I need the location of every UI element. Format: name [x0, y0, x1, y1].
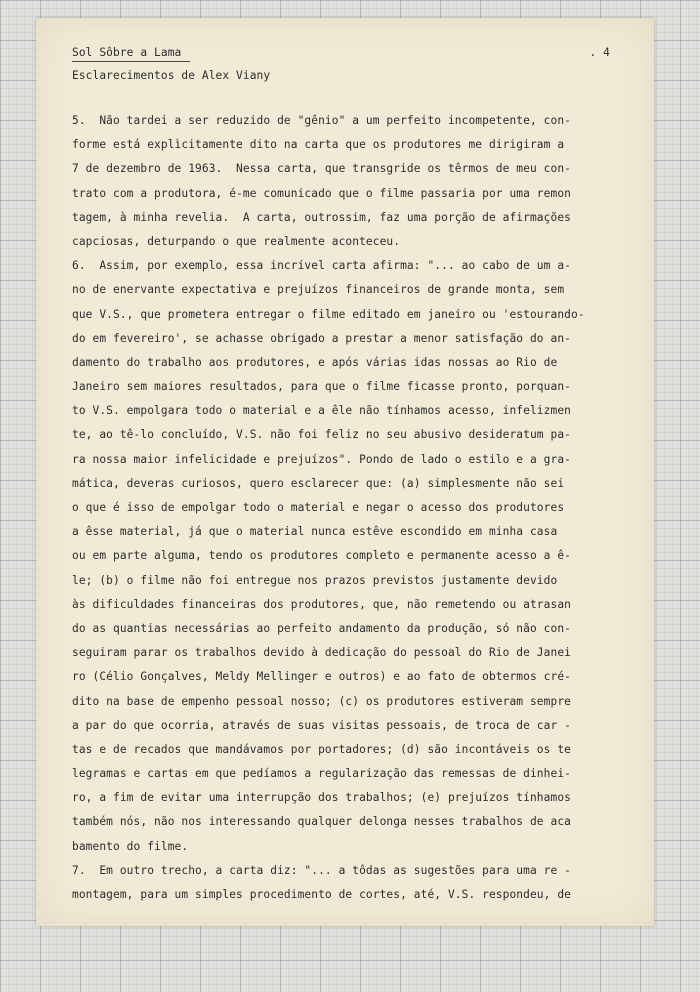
text-line: seguiram parar os trabalhos devido à dedicação do pessoal do Rio de Janei — [72, 646, 571, 660]
text-line: 7. Em outro trecho, a carta diz: "... a tôdas as sugestões para uma re - — [72, 863, 571, 877]
text-line: a êsse material, já que o material nunca estêve escondido em minha casa — [72, 525, 558, 539]
text-line: do em fevereiro', se achasse obrigado a prestar a menor satisfação do an- — [72, 331, 571, 345]
text-line: legramas e cartas em que pedíamos a regularização das remessas de dinhei- — [72, 767, 571, 781]
document-subtitle: Esclarecimentos de Alex Viany — [72, 69, 271, 82]
text-line: que V.S., que prometera entregar o filme editado em janeiro ou 'estourando- — [72, 307, 585, 321]
title-underline — [72, 61, 190, 62]
text-line: dito na base de empenho pessoal nosso; (c) os produtores estiveram sempre — [72, 694, 571, 708]
text-line: às dificuldades financeiras dos produtores, que, não remetendo ou atrasan — [72, 597, 571, 611]
text-line: o que é isso de empolgar todo o material e negar o acesso dos produtores — [72, 501, 565, 514]
text-line: a par do que ocorria, através de suas visitas pessoais, de troca de car - — [72, 718, 571, 732]
text-line: forme está explìcitamente dito na carta que os produtores me dirigiram a — [72, 138, 565, 152]
text-line: te, ao tê-lo concluído, V.S. não foi feliz no seu abusivo desideratum pa- — [72, 428, 571, 442]
text-line: capciosas, deturpando o que realmente aconteceu. — [72, 234, 401, 248]
text-line: do as quantias necessárias ao perfeito andamento da produção, só não con- — [72, 621, 571, 635]
text-line: também nós, não nos interessando qualquer delonga nesses trabalhos de aca — [72, 815, 571, 829]
text-line: to V.S. empolgara todo o material e a êle não tínhamos acesso, infelizmen — [72, 404, 571, 418]
text-line: le; (b) o filme não foi entregue nos prazos previstos justamente devido — [72, 573, 558, 587]
document-title: Sol Sôbre a Lama — [72, 46, 182, 59]
text-line: no de enervante expectativa e prejuízos financeiros de grande monta, sem — [72, 283, 565, 297]
text-line: ro (Célio Gonçalves, Meldy Mellinger e outros) e ao fato de obtermos cré- — [72, 670, 571, 684]
text-line: ro, a fim de evitar uma interrupção dos trabalhos; (e) prejuízos tínhamos — [72, 791, 571, 805]
text-line: tagem, à minha revelia. A carta, outrossim, faz uma porção de afirmações — [72, 210, 571, 224]
text-line: tas e de recados que mandávamos por portadores; (d) são incontáveis os te — [72, 742, 571, 756]
text-line: bamento do filme. — [72, 839, 189, 853]
text-line: damento do trabalho aos produtores, e após várias idas nossas ao Rio de — [72, 355, 558, 369]
typewritten-page — [36, 18, 654, 926]
text-line: trato com a produtora, é-me comunicado que o filme passaria por uma remon — [72, 186, 571, 200]
body-text — [72, 112, 632, 910]
text-line: mática, deveras curiosos, quero esclarecer que: (a) simplesmente não sei — [72, 476, 565, 490]
text-line: 6. Assim, por exemplo, essa incrível carta afirma: "... ao cabo de um a- — [72, 259, 571, 273]
page-number: . 4 — [589, 46, 610, 59]
text-line: ra nossa maior infelicidade e prejuízos". Pondo de lado o estilo e a gra- — [72, 452, 571, 466]
text-line: ou em parte alguma, tendo os produtores completo e permanente acesso a ê- — [72, 549, 571, 563]
text-line: montagem, para um simples procedimento de cortes, até, V.S. respondeu, de — [72, 888, 571, 901]
text-line: 5. Não tardei a ser reduzido de "gênio" a um perfeito incompetente, con- — [72, 114, 571, 127]
text-line: 7 de dezembro de 1963. Nessa carta, que transgride os têrmos de meu con- — [72, 162, 571, 176]
text-line: Janeiro sem maiores resultados, para que o filme ficasse pronto, porquan- — [72, 380, 571, 394]
